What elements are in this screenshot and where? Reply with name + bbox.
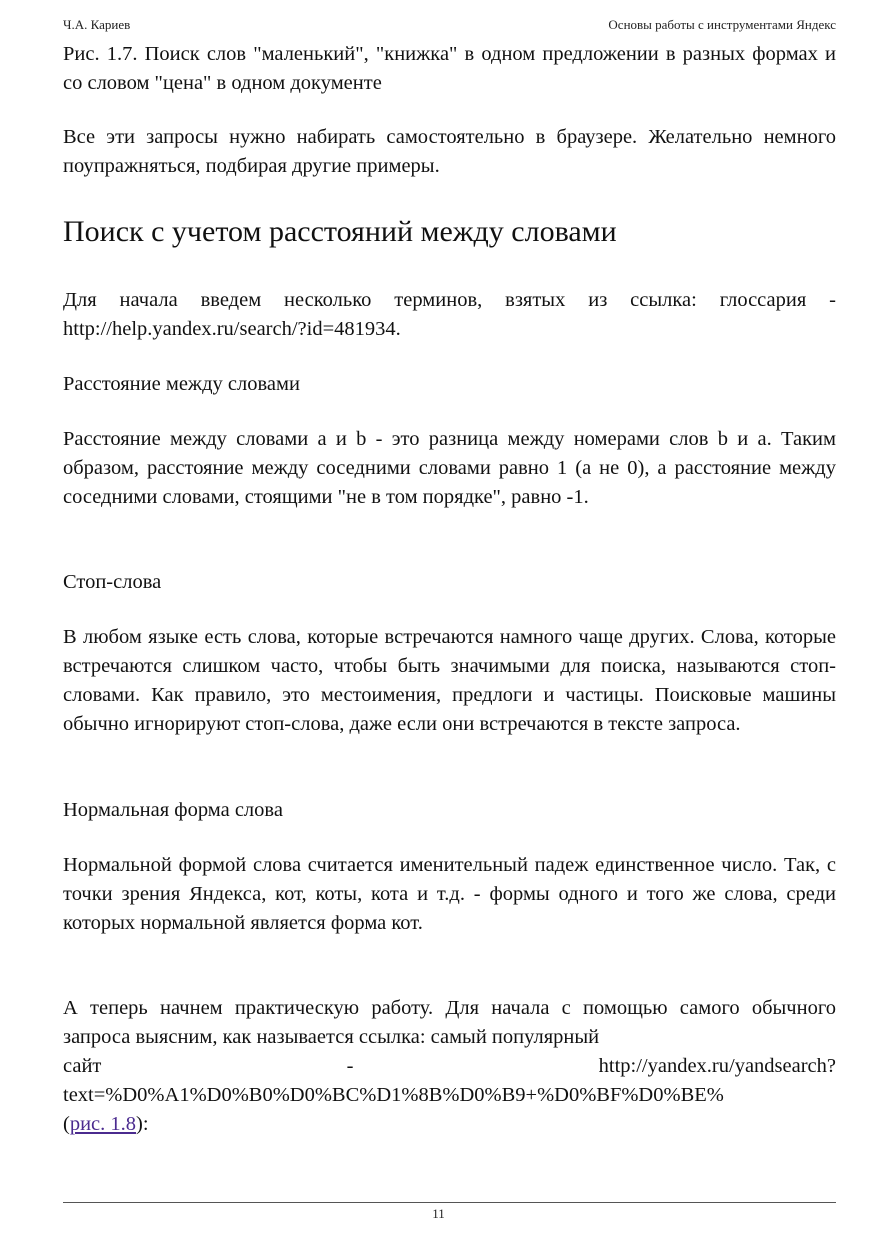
dash: - (346, 1055, 354, 1077)
paragraph-practice: Все эти запросы нужно набирать самостоятельно в браузере. Желательно немного поупражняться, подбирая другие примеры. (63, 126, 836, 177)
paren-open: ( (63, 1113, 70, 1135)
header-author: Ч.А. Кариев (63, 17, 131, 32)
paragraph-normal-form: Нормальной формой слова считается именительный падеж единственное число. Так, с точки зрения Яндекса, кот, коты, кота и т.д. - формы одного и того же слова, среди которых нормальной является форма кот. (63, 854, 836, 934)
term-distance: Расстояние между словами (63, 373, 300, 395)
url-rest: text=%D0%A1%D0%B0%D0%BC%D1%8B%D0%B9+%D0%BF%D0%BE% (63, 1084, 724, 1106)
word-site: сайт (63, 1055, 102, 1077)
final-text: А теперь начнем практическую работу. Для начала с помощью самого обычного запроса выясним, как называется ссылка: самый популярный (63, 997, 836, 1048)
section-heading: Поиск с учетом расстояний между словами (63, 215, 617, 248)
header-title: Основы работы с инструментами Яндекс (608, 17, 836, 32)
term-stopwords: Стоп-слова (63, 571, 162, 593)
running-header (63, 17, 836, 33)
paragraph-distance: Расстояние между словами a и b - это разница между номерами слов b и a. Таким образом, расстояние между соседними словами равно 1 (а не 0), а расстояние между соседними словами, стоящими "не в том порядке", равно -1. (63, 428, 836, 508)
figure-reference-line (63, 1110, 836, 1139)
page-number: 11 (432, 1206, 445, 1221)
paren-close: ): (136, 1113, 149, 1135)
figure-caption: Рис. 1.7. Поиск слов "маленький", "книжка" в одном предложении в разных формах и со словом "цена" в одном документе (63, 43, 836, 94)
footer-divider (63, 1202, 836, 1203)
paragraph-stopwords: В любом языке есть слова, которые встречаются намного чаще других. Слова, которые встречаются слишком часто, чтобы быть значимыми для поиска, называются стоп-словами. Как правило, это местоимения, предлоги и частицы. Поисковые машины обычно игнорируют стоп-слова, даже если они встречаются в тексте запроса. (63, 626, 836, 735)
figure-1-8-link[interactable]: рис. 1.8 (69, 1113, 137, 1135)
paragraph-glossary: Для начала введем несколько терминов, взятых из ссылка: глоссария - http://help.yandex.ru/search/?id=481934. (63, 289, 836, 340)
term-normal-form: Нормальная форма слова (63, 799, 283, 821)
url-start: http://yandex.ru/yandsearch? (598, 1055, 836, 1077)
url-continuation (63, 1081, 836, 1110)
url-line (63, 1052, 836, 1081)
paragraph-final (63, 994, 836, 1139)
